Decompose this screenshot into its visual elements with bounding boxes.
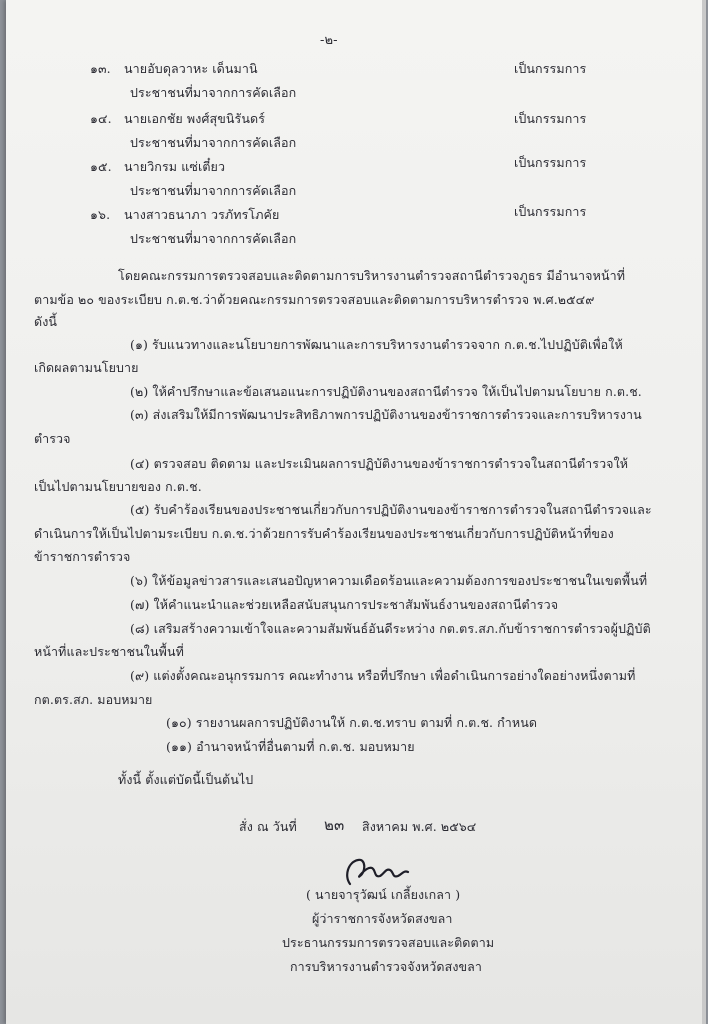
duty-item: (๑) รับแนวทางและนโยบายการพัฒนาและการบริหารงานตำรวจจาก ก.ต.ช.ไปปฏิบัติเพื่อให้ [130, 337, 623, 352]
effective-line: ทั้งนี้ ตั้งแต่บัดนี้เป็นต้นไป [118, 772, 254, 787]
signatory-name: ( นายจารุวัฒน์ เกลี้ยงเกลา ) [306, 887, 461, 902]
member-note: ประชาชนที่มาจากการคัดเลือก [130, 183, 297, 198]
member-index: ๑๓. [90, 61, 111, 76]
page-edge [702, 0, 706, 1024]
signatory-title: การบริหารงานตำรวจจังหวัดสงขลา [290, 959, 483, 974]
member-note: ประชาชนที่มาจากการคัดเลือก [130, 135, 297, 150]
intro-line: ตามข้อ ๒๐ ของระเบียบ ก.ต.ช.ว่าด้วยคณะกรรมการตรวจสอบและติดตามการบริหารตำรวจ พ.ศ.๒๕๔๙ [34, 292, 595, 307]
member-role: เป็นกรรมการ [514, 111, 587, 126]
document-page [6, 0, 706, 1024]
order-date-day: ๒๓ [324, 816, 345, 834]
member-name: นายวิกรม แซ่เตี๋ยว [124, 159, 226, 174]
duty-item: (๙) แต่งตั้งคณะอนุกรรมการ คณะทำงาน หรือที่ปรึกษา เพื่อดำเนินการอย่างใดอย่างหนึ่งตามที่ [130, 668, 636, 683]
duty-item: (๕) รับคำร้องเรียนของประชาชนเกี่ยวกับการปฏิบัติงานของข้าราชการตำรวจในสถานีตำรวจและ [130, 502, 652, 517]
member-note: ประชาชนที่มาจากการคัดเลือก [130, 85, 297, 100]
member-name: นายอับดุลวาหะ เด็นมานิ [124, 61, 258, 76]
duty-item: ดำเนินการให้เป็นไปตามระเบียบ ก.ต.ช.ว่าด้วยการรับคำร้องเรียนของประชาชนเกี่ยวกับการปฏิบัติหน้าที่ของ [34, 526, 614, 541]
member-role: เป็นกรรมการ [514, 155, 587, 170]
duty-item: เป็นไปตามนโยบายของ ก.ต.ช. [34, 479, 202, 494]
order-date-month-year: สิงหาคม พ.ศ. ๒๕๖๔ [362, 819, 477, 834]
order-date-prefix: สั่ง ณ วันที่ [239, 819, 297, 834]
member-index: ๑๕. [90, 159, 112, 174]
duty-item: (๑๐) รายงานผลการปฏิบัติงานให้ ก.ต.ช.ทราบ ตามที่ ก.ต.ช. กำหนด [166, 715, 538, 730]
duty-item: (๓) ส่งเสริมให้มีการพัฒนาประสิทธิภาพการปฏิบัติงานของข้าราชการตำรวจและการบริหารงาน [130, 407, 642, 422]
page-number: -๒- [320, 33, 338, 48]
duty-item: (๖) ให้ข้อมูลข่าวสารและเสนอปัญหาความเดือดร้อนและความต้องการของประชาชนในเขตพื้นที่ [130, 573, 648, 588]
member-name: นายเอกชัย พงศ์สุขนิรันดร์ [124, 111, 266, 126]
signatory-title: ประธานกรรมการตรวจสอบและติดตาม [282, 935, 495, 950]
duty-item: กต.ตร.สภ. มอบหมาย [34, 692, 153, 707]
signatory-title: ผู้ว่าราชการจังหวัดสงขลา [312, 911, 453, 926]
duty-item: (๗) ให้คำแนะนำและช่วยเหลือสนับสนุนการประชาสัมพันธ์งานของสถานีตำรวจ [130, 597, 559, 612]
intro-line: ดังนี้ [34, 314, 58, 329]
member-index: ๑๔. [90, 111, 112, 126]
duty-item: ตำรวจ [34, 431, 71, 446]
duty-item: (๘) เสริมสร้างความเข้าใจและความสัมพันธ์อันดีระหว่าง กต.ตร.สภ.กับข้าราชการตำรวจผู้ปฏิบัติ [130, 621, 651, 636]
member-name: นางสาวธนาภา วรภัทรโภคัย [124, 207, 280, 222]
duty-item: (๔) ตรวจสอบ ติดตาม และประเมินผลการปฏิบัติงานของข้าราชการตำรวจในสถานีตำรวจให้ [130, 456, 629, 471]
duty-item: หน้าที่และประชาชนในพื้นที่ [34, 644, 184, 659]
duty-item: ข้าราชการตำรวจ [34, 549, 131, 564]
duty-item: (๑๑) อำนาจหน้าที่อื่นตามที่ ก.ต.ช. มอบหมาย [166, 739, 415, 754]
duty-item: เกิดผลตามนโยบาย [34, 360, 139, 375]
member-note: ประชาชนที่มาจากการคัดเลือก [130, 231, 297, 246]
member-role: เป็นกรรมการ [514, 204, 587, 219]
duty-item: (๒) ให้คำปรึกษาและข้อเสนอแนะการปฏิบัติงานของสถานีตำรวจ ให้เป็นไปตามนโยบาย ก.ต.ช. [130, 384, 642, 399]
member-index: ๑๖. [90, 207, 111, 222]
member-role: เป็นกรรมการ [514, 61, 587, 76]
intro-line: โดยคณะกรรมการตรวจสอบและติดตามการบริหารงานตำรวจสถานีตำรวจภูธร มีอำนาจหน้าที่ [118, 268, 626, 283]
